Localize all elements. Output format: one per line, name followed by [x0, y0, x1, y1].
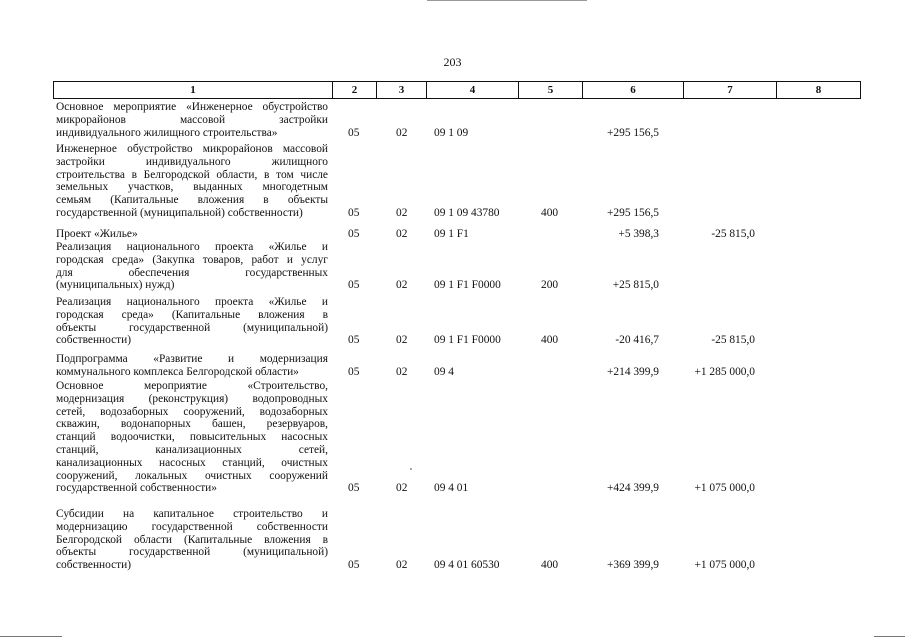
- description-line: микрорайонов массовой застройки: [56, 113, 328, 126]
- cell-c6: +424 399,9: [607, 482, 659, 495]
- description-line: семьям (Капитальные вложения в объекты: [56, 194, 328, 207]
- cell-c5: 400: [541, 334, 559, 347]
- description-line: собственности): [56, 334, 132, 347]
- cell-c6: +5 398,3: [618, 228, 659, 240]
- header-col-5: 5: [519, 82, 583, 98]
- table-header: [53, 81, 861, 99]
- cell-c2: 05: [348, 482, 360, 495]
- cell-c6: +214 399,9: [607, 365, 659, 378]
- description-line: Реализация национального проекта «Жилье и: [56, 296, 328, 308]
- description-line: Основное мероприятие «Строительство,: [56, 380, 328, 392]
- cell-c2: 05: [348, 279, 360, 292]
- header-col-3: 3: [377, 82, 427, 98]
- top-rule: [427, 0, 587, 1]
- description-line: сооружений, локальных очистных сооружений: [56, 469, 328, 482]
- cell-c3: 02: [396, 279, 408, 292]
- cell-c6: +25 815,0: [612, 279, 659, 292]
- description-line: индивидуального жилищного строительства»: [56, 126, 278, 139]
- scan-edge-right: [874, 636, 905, 637]
- cell-c4: 09 1 09: [434, 126, 469, 139]
- description-line: канализационных насосных станций, очистных: [56, 456, 328, 469]
- description-line: скважин, водонапорных башен, резервуаров,: [56, 418, 328, 431]
- header-col-7: 7: [684, 82, 777, 98]
- cell-c3: 02: [396, 365, 408, 378]
- cell-c7: +1 075 000,0: [694, 559, 755, 572]
- description-line: Инженерное обустройство микрорайонов массовой: [56, 143, 328, 155]
- description-line: Проект «Жилье»: [56, 228, 138, 240]
- cell-c4: 09 1 09 43780: [434, 207, 500, 219]
- cell-c7: +1 075 000,0: [694, 482, 755, 495]
- cell-c4: 09 4 01 60530: [434, 559, 500, 572]
- row-description: [56, 508, 328, 572]
- header-col-8: 8: [815, 84, 822, 96]
- cell-c2: 05: [348, 207, 360, 219]
- cell-c5: 200: [541, 279, 559, 292]
- description-line: станций водоочистки, повысительных насосных: [56, 431, 328, 444]
- description-line: государственной собственности»: [56, 482, 217, 495]
- description-line: строительства в Белгородской области, в том числе: [56, 168, 328, 181]
- description-line: Основное мероприятие «Инженерное обустройство: [56, 101, 328, 113]
- cell-c7: +1 285 000,0: [694, 365, 755, 378]
- cell-c2: 05: [348, 334, 360, 347]
- description-line: объекты государственной (муниципальной): [56, 321, 328, 334]
- cell-c6: +295 156,5: [607, 126, 659, 139]
- cell-c3: 02: [396, 126, 408, 139]
- description-line: собственности): [56, 559, 132, 572]
- description-line: Субсидии на капитальное строительство и: [56, 508, 328, 520]
- description-line: городская среда» (Закупка товаров, работ и услуг: [56, 253, 328, 266]
- description-line: Реализация национального проекта «Жилье и: [56, 241, 328, 253]
- cell-c6: -20 416,7: [615, 334, 659, 347]
- cell-c2: 05: [348, 559, 360, 572]
- description-line: (муниципальных) нужд): [56, 279, 175, 292]
- header-col-6: 6: [583, 82, 684, 98]
- description-line: модернизацию государственной собственности: [56, 520, 328, 533]
- cell-c4: 09 1 F1: [434, 228, 469, 240]
- description-line: Подпрограмма «Развитие и модернизация: [56, 353, 328, 365]
- scan-edge-left: [0, 636, 62, 637]
- description-line: объекты государственной (муниципальной): [56, 546, 328, 559]
- cell-c7: -25 815,0: [711, 228, 755, 240]
- page-number: 203: [443, 55, 462, 69]
- cell-c3: 02: [396, 334, 408, 347]
- row-description: [56, 241, 328, 292]
- description-line: модернизация (реконструкция) водопроводных: [56, 392, 328, 405]
- cell-c5: 400: [541, 559, 559, 572]
- cell-c4: 09 1 F1 F0000: [434, 334, 501, 347]
- row-description: [56, 296, 328, 347]
- cell-c3: 02: [396, 559, 408, 572]
- cell-c5: 400: [541, 207, 559, 219]
- cell-c3: 02: [396, 228, 408, 240]
- cell-c6: +369 399,9: [607, 559, 659, 572]
- cell-c3: 02: [396, 482, 408, 495]
- row-description: [56, 143, 328, 220]
- cell-c6: +295 156,5: [607, 207, 659, 219]
- header-col-2: 2: [333, 82, 377, 98]
- row-description: [56, 101, 328, 139]
- description-line: Белгородской области (Капитальные вложения в: [56, 533, 328, 546]
- row-description: [56, 353, 328, 379]
- description-line: городская среда» (Капитальные вложения в: [56, 308, 328, 321]
- description-line: земельных участков, выданных многодетным: [56, 181, 328, 194]
- cell-c4: 09 1 F1 F0000: [434, 279, 501, 292]
- header-col-4: 4: [427, 82, 519, 98]
- cell-c4: 09 4 01: [434, 482, 469, 495]
- cell-c7: -25 815,0: [711, 334, 755, 347]
- cell-c2: 05: [348, 365, 360, 378]
- header-col-1: 1: [54, 82, 333, 98]
- cell-c4: 09 4: [434, 365, 454, 378]
- row-description: [56, 228, 328, 241]
- cell-c2: 05: [348, 228, 360, 240]
- description-line: государственной (муниципальной) собственности): [56, 206, 303, 219]
- cell-c3: 02: [396, 207, 408, 219]
- cell-c2: 05: [348, 126, 360, 139]
- row-description: [56, 380, 328, 495]
- description-line: для обеспечения государственных: [56, 266, 328, 279]
- description-line: сетей, водозаборных сооружений, водозаборных: [56, 405, 328, 418]
- scan-speck: [410, 468, 412, 470]
- description-line: коммунального комплекса Белгородской области»: [56, 365, 299, 378]
- description-line: станций, канализационных сетей,: [56, 443, 328, 456]
- description-line: застройки индивидуального жилищного: [56, 155, 328, 168]
